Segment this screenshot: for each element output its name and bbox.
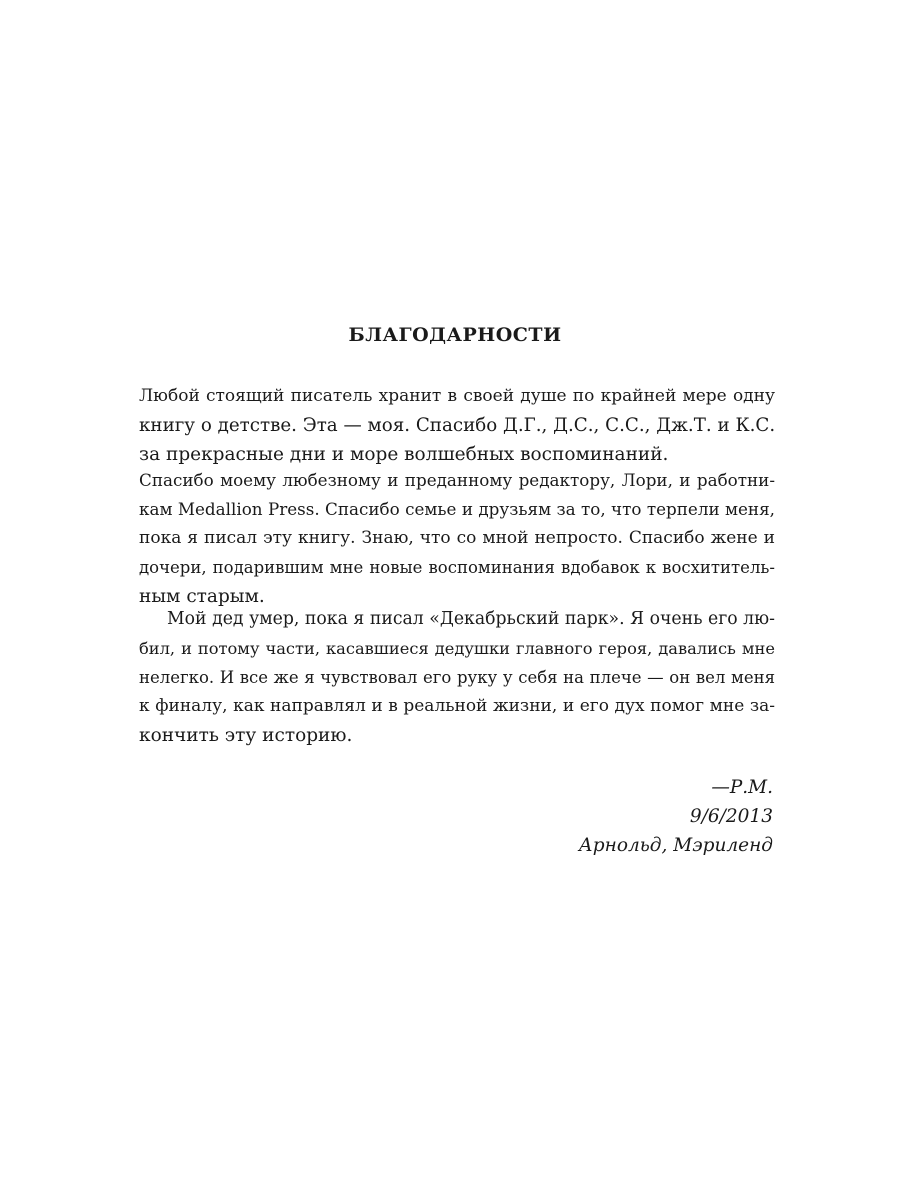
paragraph-line: пока я писал эту книгу. Знаю, что со мной непросто. Спасибо жене и — [139, 528, 775, 548]
paragraph-line: кончить эту историю. — [139, 725, 353, 746]
paragraph-3 — [139, 605, 775, 750]
paragraph-1 — [139, 382, 775, 469]
signature-date: 9/6/2013 — [689, 806, 773, 827]
paragraph-line: Мой дед умер, пока я писал «Декабрьский парк». Я очень его лю- — [167, 609, 775, 629]
paragraph-2 — [139, 466, 775, 611]
paragraph-line: ным старым. — [139, 586, 265, 607]
paragraph-line: Любой стоящий писатель хранит в своей душе по крайней мере одну — [139, 386, 775, 406]
paragraph-line: Спасибо моему любезному и преданному редактору, Лори, и работни- — [139, 470, 775, 490]
paragraph-line: кам Medallion Press. Спасибо семье и друзьям за то, что терпели меня, — [139, 499, 775, 519]
paragraph-line: книгу о детстве. Эта — моя. Спасибо Д.Г., Д.С., С.С., Дж.Т. и К.С. — [139, 415, 776, 436]
paragraph-line: к финалу, как направлял и в реальной жизни, и его дух помог мне за- — [139, 696, 775, 716]
signature-initials: —Р.М. — [711, 777, 773, 798]
page-title: БЛАГОДАРНОСТИ — [348, 324, 562, 346]
paragraph-line: нелегко. И все же я чувствовал его руку у себя на плече — он вел меня — [139, 668, 775, 687]
paragraph-line: бил, и потому части, касавшиеся дедушки главного героя, давались мне — [139, 639, 775, 658]
signature-block — [500, 773, 773, 860]
paragraph-line: за прекрасные дни и море волшебных воспоминаний. — [139, 444, 669, 465]
paragraph-line: дочери, подарившим мне новые воспоминания вдобавок к восхититель- — [139, 558, 775, 577]
signature-place: Арнольд, Мэриленд — [578, 835, 773, 856]
